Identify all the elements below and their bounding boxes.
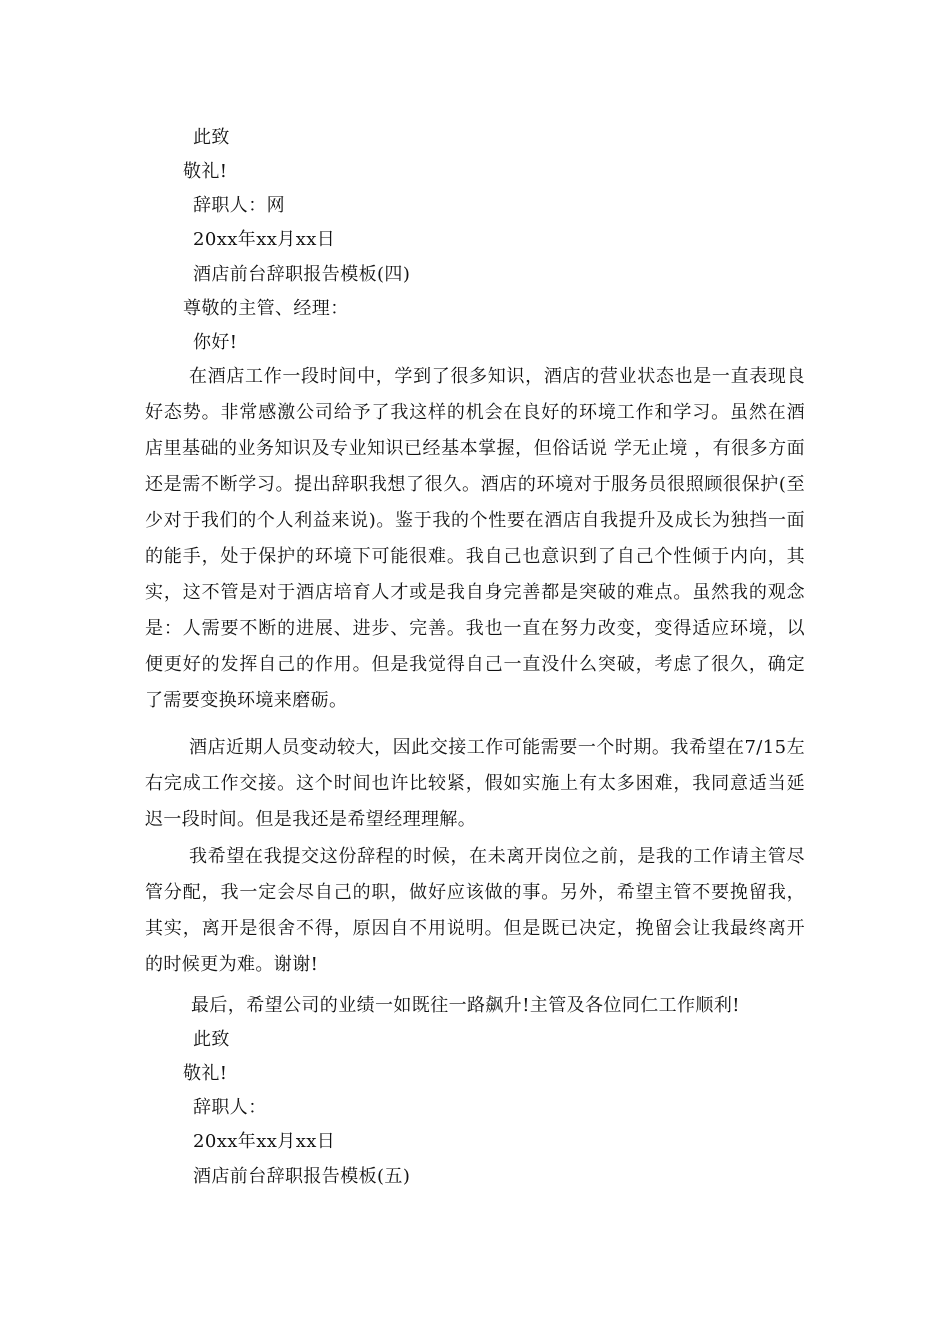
signer-line: 辞职人： [193, 1097, 267, 1118]
date-line: 20xx年xx月xx日 [193, 1131, 336, 1152]
closing-line: 此致 [193, 1029, 230, 1050]
body-paragraph: 酒店近期人员变动较大，因此交接工作可能需要一个时期。我希望在7/15左右完成工作交接。这个时间也许比较紧，假如实施上有太多困难，我同意适当延迟一段时间。但是我还是希望经理理解。 [145, 737, 805, 830]
salute-line: 敬礼! [183, 161, 228, 182]
greeting-line: 尊敬的主管、经理： [183, 298, 349, 319]
body-paragraph: 我希望在我提交这份辞程的时候，在未离开岗位之前，是我的工作请主管尽管分配，我一定会尽自己的职，做好应该做的事。另外，希望主管不要挽留我，其实，离开是很舍不得，原因自不用说明。但是既已决定，挽留会让我最终离开的时候更为难。谢谢! [145, 846, 805, 975]
salute-line: 敬礼! [183, 1063, 228, 1084]
section-title: 酒店前台辞职报告模板(四) [193, 264, 411, 285]
section-title: 酒店前台辞职报告模板(五) [193, 1166, 411, 1187]
date-line: 20xx年xx月xx日 [193, 229, 336, 250]
hello-line: 你好! [193, 332, 238, 353]
closing-wish-line: 最后，希望公司的业绩一如既往一路飙升!主管及各位同仁工作顺利! [191, 995, 740, 1016]
signer-line: 辞职人：网 [193, 195, 285, 216]
closing-line: 此致 [193, 127, 230, 148]
body-paragraph: 在酒店工作一段时间中，学到了很多知识，酒店的营业状态也是一直表现良好态势。非常感激公司给予了我这样的机会在良好的环境工作和学习。虽然在酒店里基础的业务知识及专业知识已经基本掌握，但俗话说 学无止境 ，有很多方面还是需不断学习。提出辞职我想了很久。酒店的环境对于服务员很照顾很保护(至少对于我们的个人利益来说)。鉴于我的个性要在酒店自我提升及成长为独挡一面的能手，处于保护的环境下可能很难。我自己也意识到了自己个性倾于内向，其实，这不管是对于酒店培育人才或是我自身完善都是突破的难点。虽然我的观念是：人需要不断的进展、进步、完善。我也一直在努力改变，变得适应环境，以便更好的发挥自己的作用。但是我觉得自己一直没什么突破，考虑了很久，确定了需要变换环境来磨砺。 [145, 366, 805, 711]
